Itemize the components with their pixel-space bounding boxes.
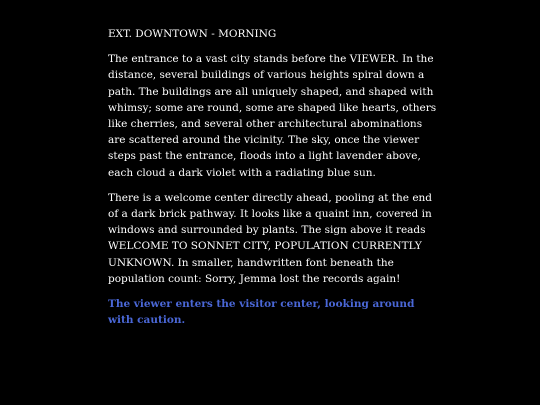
choice-link-enter-visitor-center[interactable]: The viewer enters the visitor center, looking around with caution. [108,298,415,327]
passage-paragraph-2: There is a welcome center directly ahead, pooling at the end of a dark brick pathway. It looks like a quaint inn, covered in windows and surrounded by plants. The sign above it reads WELCOME TO SONNET CITY, POPULATION CURRENTLY UNKNOWN. In smaller, handwritten font beneath the population count: Sorry, Jemma lost the records again! [108,191,433,285]
passage-content [108,26,438,328]
passage-paragraph-1: The entrance to a vast city stands before the VIEWER. In the distance, several buildings of various heights spiral down a path. The buildings are all uniquely shaped, and shaped with whimsy; some are round, some are shaped like hearts, others like cherries, and several other architectural abominations are scattered around the vicinity. The sky, once the viewer steps past the entrance, floods into a light lavender above, each cloud a dark violet with a radiating blue sun. [108,53,437,179]
scene-heading: EXT. DOWNTOWN - MORNING [108,28,277,40]
